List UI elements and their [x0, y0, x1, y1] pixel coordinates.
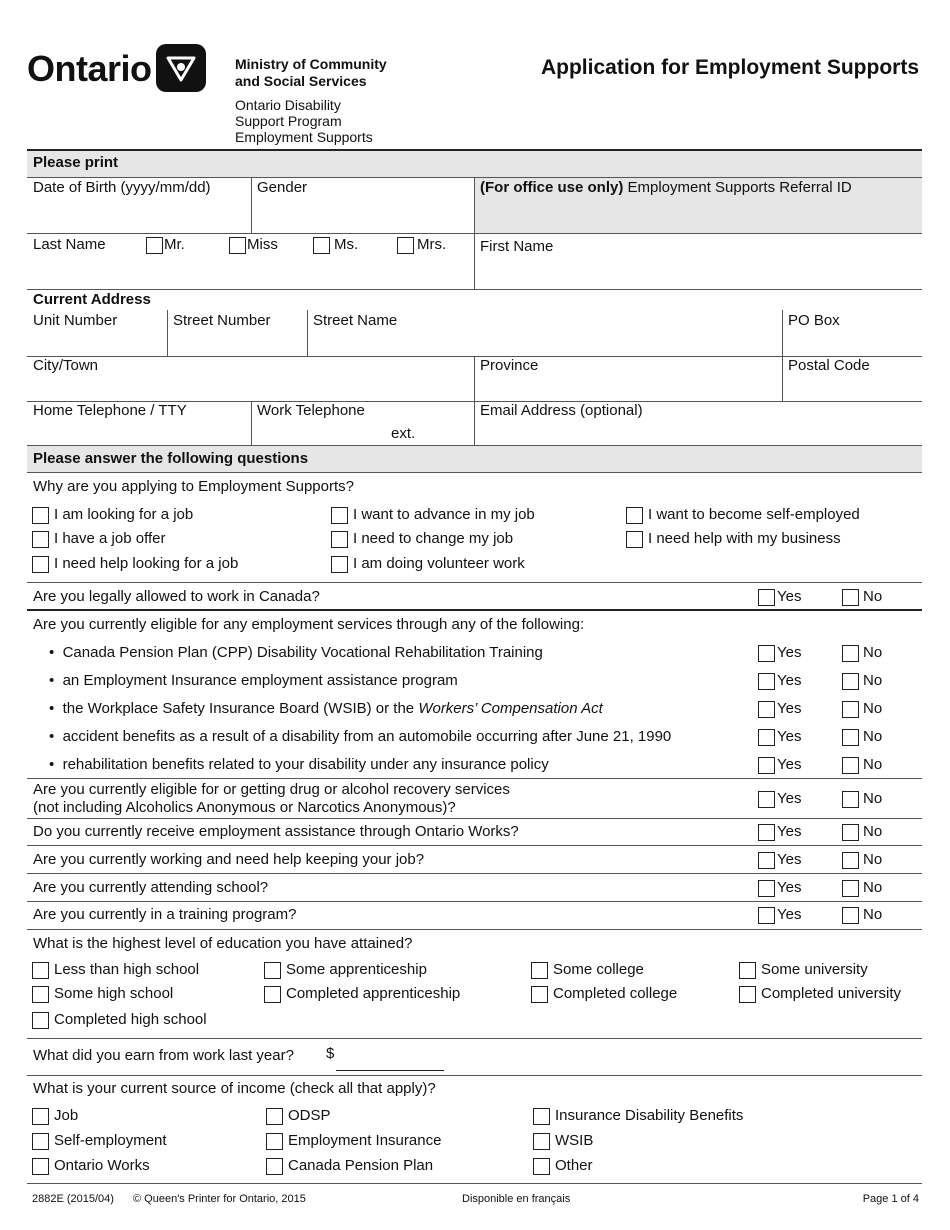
po-box-label: PO Box [788, 312, 840, 329]
working-no-checkbox[interactable] [842, 852, 859, 869]
school-question: Are you currently attending school? [33, 879, 269, 896]
no-label: No [863, 906, 883, 923]
why-help-business-checkbox[interactable] [626, 531, 643, 548]
ext-label: ext. [391, 425, 416, 442]
title-mrs-checkbox[interactable] [397, 237, 414, 254]
eligible-item-text: accident benefits as a result of a disability from an automobile occurring after June 21, 1990 [62, 728, 672, 745]
edu-completed-college-checkbox[interactable] [531, 986, 548, 1003]
copyright: © Queen's Printer for Ontario, 2015 [133, 1193, 306, 1205]
yes-label: Yes [777, 672, 802, 689]
yes-label: Yes [777, 728, 802, 745]
drug-question-line-2: (not including Alcoholics Anonymous or Narcotics Anonymous)? [33, 799, 456, 816]
income-option-label: Ontario Works [54, 1157, 150, 1174]
street-name-input[interactable] [310, 332, 778, 354]
dob-input[interactable] [30, 198, 248, 230]
yes-label: Yes [777, 588, 802, 605]
legal-work-question: Are you legally allowed to work in Canada? [33, 588, 320, 605]
yes-label: Yes [777, 906, 802, 923]
title-mr-label: Mr. [164, 236, 185, 253]
wsib-no-checkbox[interactable] [842, 701, 859, 718]
form-number: 2882E (2015/04) [32, 1193, 114, 1205]
income-self-employment-checkbox[interactable] [32, 1133, 49, 1150]
why-option-label: I am looking for a job [54, 506, 194, 523]
no-label: No [863, 644, 883, 661]
title-miss-checkbox[interactable] [229, 237, 246, 254]
home-phone-label: Home Telephone / TTY [33, 402, 187, 419]
education-option-label: Some college [553, 961, 644, 978]
edu-some-apprenticeship-checkbox[interactable] [264, 962, 281, 979]
please-print-bar [27, 151, 922, 177]
why-option-label: I need help looking for a job [54, 555, 239, 572]
city-label: City/Town [33, 357, 99, 374]
income-option-label: Insurance Disability Benefits [555, 1107, 744, 1124]
eligible-item-rehab: • rehabilitation benefits related to your disability under any insurance policy [49, 756, 549, 773]
ei-yes-checkbox[interactable] [758, 673, 775, 690]
why-option-label: I want to advance in my job [353, 506, 535, 523]
why-option-label: I am doing volunteer work [353, 555, 525, 572]
yes-label: Yes [777, 790, 802, 807]
cpp-no-checkbox[interactable] [842, 645, 859, 662]
yes-label: Yes [777, 756, 802, 773]
why-change-job-checkbox[interactable] [331, 531, 348, 548]
no-label: No [863, 756, 883, 773]
title-mrs-label: Mrs. [417, 236, 447, 253]
no-label: No [863, 851, 883, 868]
accident-no-checkbox[interactable] [842, 729, 859, 746]
accident-yes-checkbox[interactable] [758, 729, 775, 746]
ow-yes-checkbox[interactable] [758, 824, 775, 841]
income-job-checkbox[interactable] [32, 1108, 49, 1125]
education-option-label: Some high school [54, 985, 174, 1002]
income-other-checkbox[interactable] [533, 1158, 550, 1175]
eligible-item-ei: • an Employment Insurance employment assistance program [49, 672, 458, 689]
last-name-label: Last Name [33, 236, 106, 253]
eligible-item-text: the Workplace Safety Insurance Board (WSIB) or the [62, 700, 419, 717]
dob-label: Date of Birth (yyyy/mm/dd) [33, 179, 211, 196]
edu-completed-hs-checkbox[interactable] [32, 1012, 49, 1029]
eligible-item-wsib: • the Workplace Safety Insurance Board (WSIB) or the Workers’ Compensation Act [49, 700, 603, 717]
first-name-label: First Name [480, 238, 554, 255]
income-odsp-checkbox[interactable] [266, 1108, 283, 1125]
street-number-input[interactable] [170, 332, 304, 354]
dollar-sign: $ [326, 1045, 335, 1062]
income-ontario-works-checkbox[interactable] [32, 1158, 49, 1175]
education-option-label: Less than high school [54, 961, 200, 978]
drug-question-line-1: Are you currently eligible for or getting drug or alcohol recovery services [33, 781, 510, 798]
last-name-input[interactable] [30, 258, 470, 288]
education-option-label: Completed college [553, 985, 678, 1002]
education-option-label: Completed apprenticeship [286, 985, 461, 1002]
edu-some-college-checkbox[interactable] [531, 962, 548, 979]
questions-heading: Please answer the following questions [33, 450, 309, 467]
province-label: Province [480, 357, 539, 374]
ministry-line-1: Ministry of Community [235, 56, 387, 72]
ei-no-checkbox[interactable] [842, 673, 859, 690]
ow-no-checkbox[interactable] [842, 824, 859, 841]
program-line-3: Employment Supports [235, 129, 373, 145]
unit-number-input[interactable] [30, 332, 164, 354]
why-looking-for-job-checkbox[interactable] [32, 507, 49, 524]
work-phone-label: Work Telephone [257, 402, 365, 419]
earnings-question: What did you earn from work last year? [33, 1047, 294, 1064]
email-input[interactable] [478, 422, 918, 444]
ext-input[interactable] [418, 422, 472, 444]
ontario-logo-text: Ontario [27, 48, 152, 89]
income-option-label: Canada Pension Plan [288, 1157, 434, 1174]
income-ei-checkbox[interactable] [266, 1133, 283, 1150]
no-label: No [863, 790, 883, 807]
education-question: What is the highest level of education you have attained? [33, 935, 413, 952]
street-number-label: Street Number [173, 312, 271, 329]
yes-label: Yes [777, 823, 802, 840]
edu-less-than-hs-checkbox[interactable] [32, 962, 49, 979]
no-label: No [863, 672, 883, 689]
office-use-label [480, 179, 852, 196]
ministry-line-2: and Social Services [235, 73, 367, 89]
eligible-item-accident: • accident benefits as a result of a disability from an automobile occurring after June 21, 1990 [49, 728, 672, 745]
form-title: Application for Employment Supports [540, 56, 919, 79]
earnings-input[interactable] [336, 1049, 444, 1071]
edu-some-hs-checkbox[interactable] [32, 986, 49, 1003]
street-name-label: Street Name [313, 312, 398, 329]
education-option-label: Completed university [761, 985, 902, 1002]
income-option-label: Self-employment [54, 1132, 167, 1149]
training-no-checkbox[interactable] [842, 907, 859, 924]
wsib-yes-checkbox[interactable] [758, 701, 775, 718]
income-source-question: What is your current source of income (check all that apply)? [33, 1080, 436, 1097]
email-label: Email Address (optional) [480, 402, 643, 419]
eligible-item-text: an Employment Insurance employment assistance program [62, 672, 458, 689]
eligible-item-text: rehabilitation benefits related to your disability under any insurance policy [62, 756, 549, 773]
yes-label: Yes [777, 851, 802, 868]
postal-code-input[interactable] [785, 377, 919, 399]
legal-yes-checkbox[interactable] [758, 589, 775, 606]
drug-no-checkbox[interactable] [842, 791, 859, 808]
income-insurance-disability-checkbox[interactable] [533, 1108, 550, 1125]
income-option-label: Job [54, 1107, 79, 1124]
yes-label: Yes [777, 644, 802, 661]
office-use-rest: Employment Supports Referral ID [623, 179, 852, 196]
why-help-looking-checkbox[interactable] [32, 556, 49, 573]
no-label: No [863, 728, 883, 745]
title-ms-label: Ms. [334, 236, 359, 253]
french-available: Disponible en français [462, 1193, 571, 1205]
income-wsib-checkbox[interactable] [533, 1133, 550, 1150]
eligible-question: Are you currently eligible for any employment services through any of the following: [33, 616, 585, 633]
gender-label: Gender [257, 179, 308, 196]
training-question: Are you currently in a training program? [33, 906, 297, 923]
why-option-label: I want to become self-employed [648, 506, 860, 523]
eligible-item-cpp: • Canada Pension Plan (CPP) Disability Vocational Rehabilitation Training [49, 644, 543, 661]
work-phone-input[interactable] [254, 422, 388, 444]
unit-number-label: Unit Number [33, 312, 118, 329]
why-self-employed-checkbox[interactable] [626, 507, 643, 524]
ontario-works-question: Do you currently receive employment assistance through Ontario Works? [33, 823, 519, 840]
edu-completed-university-checkbox[interactable] [739, 986, 756, 1003]
training-yes-checkbox[interactable] [758, 907, 775, 924]
income-option-label: ODSP [288, 1107, 331, 1124]
program-line-2: Support Program [235, 113, 342, 129]
current-address-heading: Current Address [33, 291, 151, 308]
city-input[interactable] [30, 377, 470, 399]
gender-input[interactable] [254, 198, 472, 230]
working-yes-checkbox[interactable] [758, 852, 775, 869]
title-miss-label: Miss [247, 236, 278, 253]
rehab-yes-checkbox[interactable] [758, 757, 775, 774]
edu-completed-apprenticeship-checkbox[interactable] [264, 986, 281, 1003]
legal-no-checkbox[interactable] [842, 589, 859, 606]
school-no-checkbox[interactable] [842, 880, 859, 897]
yes-label: Yes [777, 700, 802, 717]
income-option-label: Other [555, 1157, 593, 1174]
school-yes-checkbox[interactable] [758, 880, 775, 897]
income-cpp-checkbox[interactable] [266, 1158, 283, 1175]
program-line-1: Ontario Disability [235, 97, 341, 113]
home-phone-input[interactable] [30, 422, 248, 444]
program-name [235, 97, 373, 145]
why-option-label: I need help with my business [648, 530, 841, 547]
please-print-heading: Please print [33, 154, 119, 171]
edu-some-university-checkbox[interactable] [739, 962, 756, 979]
eligible-item-text: Canada Pension Plan (CPP) Disability Vocational Rehabilitation Training [62, 644, 543, 661]
no-label: No [863, 879, 883, 896]
no-label: No [863, 823, 883, 840]
trillium-logo-icon [156, 44, 206, 92]
why-applying-question: Why are you applying to Employment Supports? [33, 478, 354, 495]
education-option-label: Some university [761, 961, 868, 978]
why-volunteer-checkbox[interactable] [331, 556, 348, 573]
office-use-bold: (For office use only) [480, 179, 624, 196]
page-number: Page 1 of 4 [862, 1193, 919, 1205]
drug-yes-checkbox[interactable] [758, 791, 775, 808]
title-mr-checkbox[interactable] [146, 237, 163, 254]
education-option-label: Some apprenticeship [286, 961, 427, 978]
title-ms-checkbox[interactable] [313, 237, 330, 254]
first-name-input[interactable] [478, 258, 918, 288]
cpp-yes-checkbox[interactable] [758, 645, 775, 662]
postal-code-label: Postal Code [788, 357, 870, 374]
income-option-label: Employment Insurance [288, 1132, 442, 1149]
yes-label: Yes [777, 879, 802, 896]
working-question: Are you currently working and need help keeping your job? [33, 851, 425, 868]
no-label: No [863, 588, 883, 605]
why-advance-job-checkbox[interactable] [331, 507, 348, 524]
why-option-label: I need to change my job [353, 530, 514, 547]
why-option-label: I have a job offer [54, 530, 166, 547]
workers-comp-act-italic: Workers’ Compensation Act [418, 700, 603, 717]
why-job-offer-checkbox[interactable] [32, 531, 49, 548]
province-input[interactable] [478, 377, 778, 399]
education-option-label: Completed high school [54, 1011, 207, 1028]
rehab-no-checkbox[interactable] [842, 757, 859, 774]
po-box-input[interactable] [785, 332, 919, 354]
income-option-label: WSIB [555, 1132, 594, 1149]
drug-alcohol-question [33, 781, 510, 817]
ministry-name [235, 56, 387, 90]
no-label: No [863, 700, 883, 717]
